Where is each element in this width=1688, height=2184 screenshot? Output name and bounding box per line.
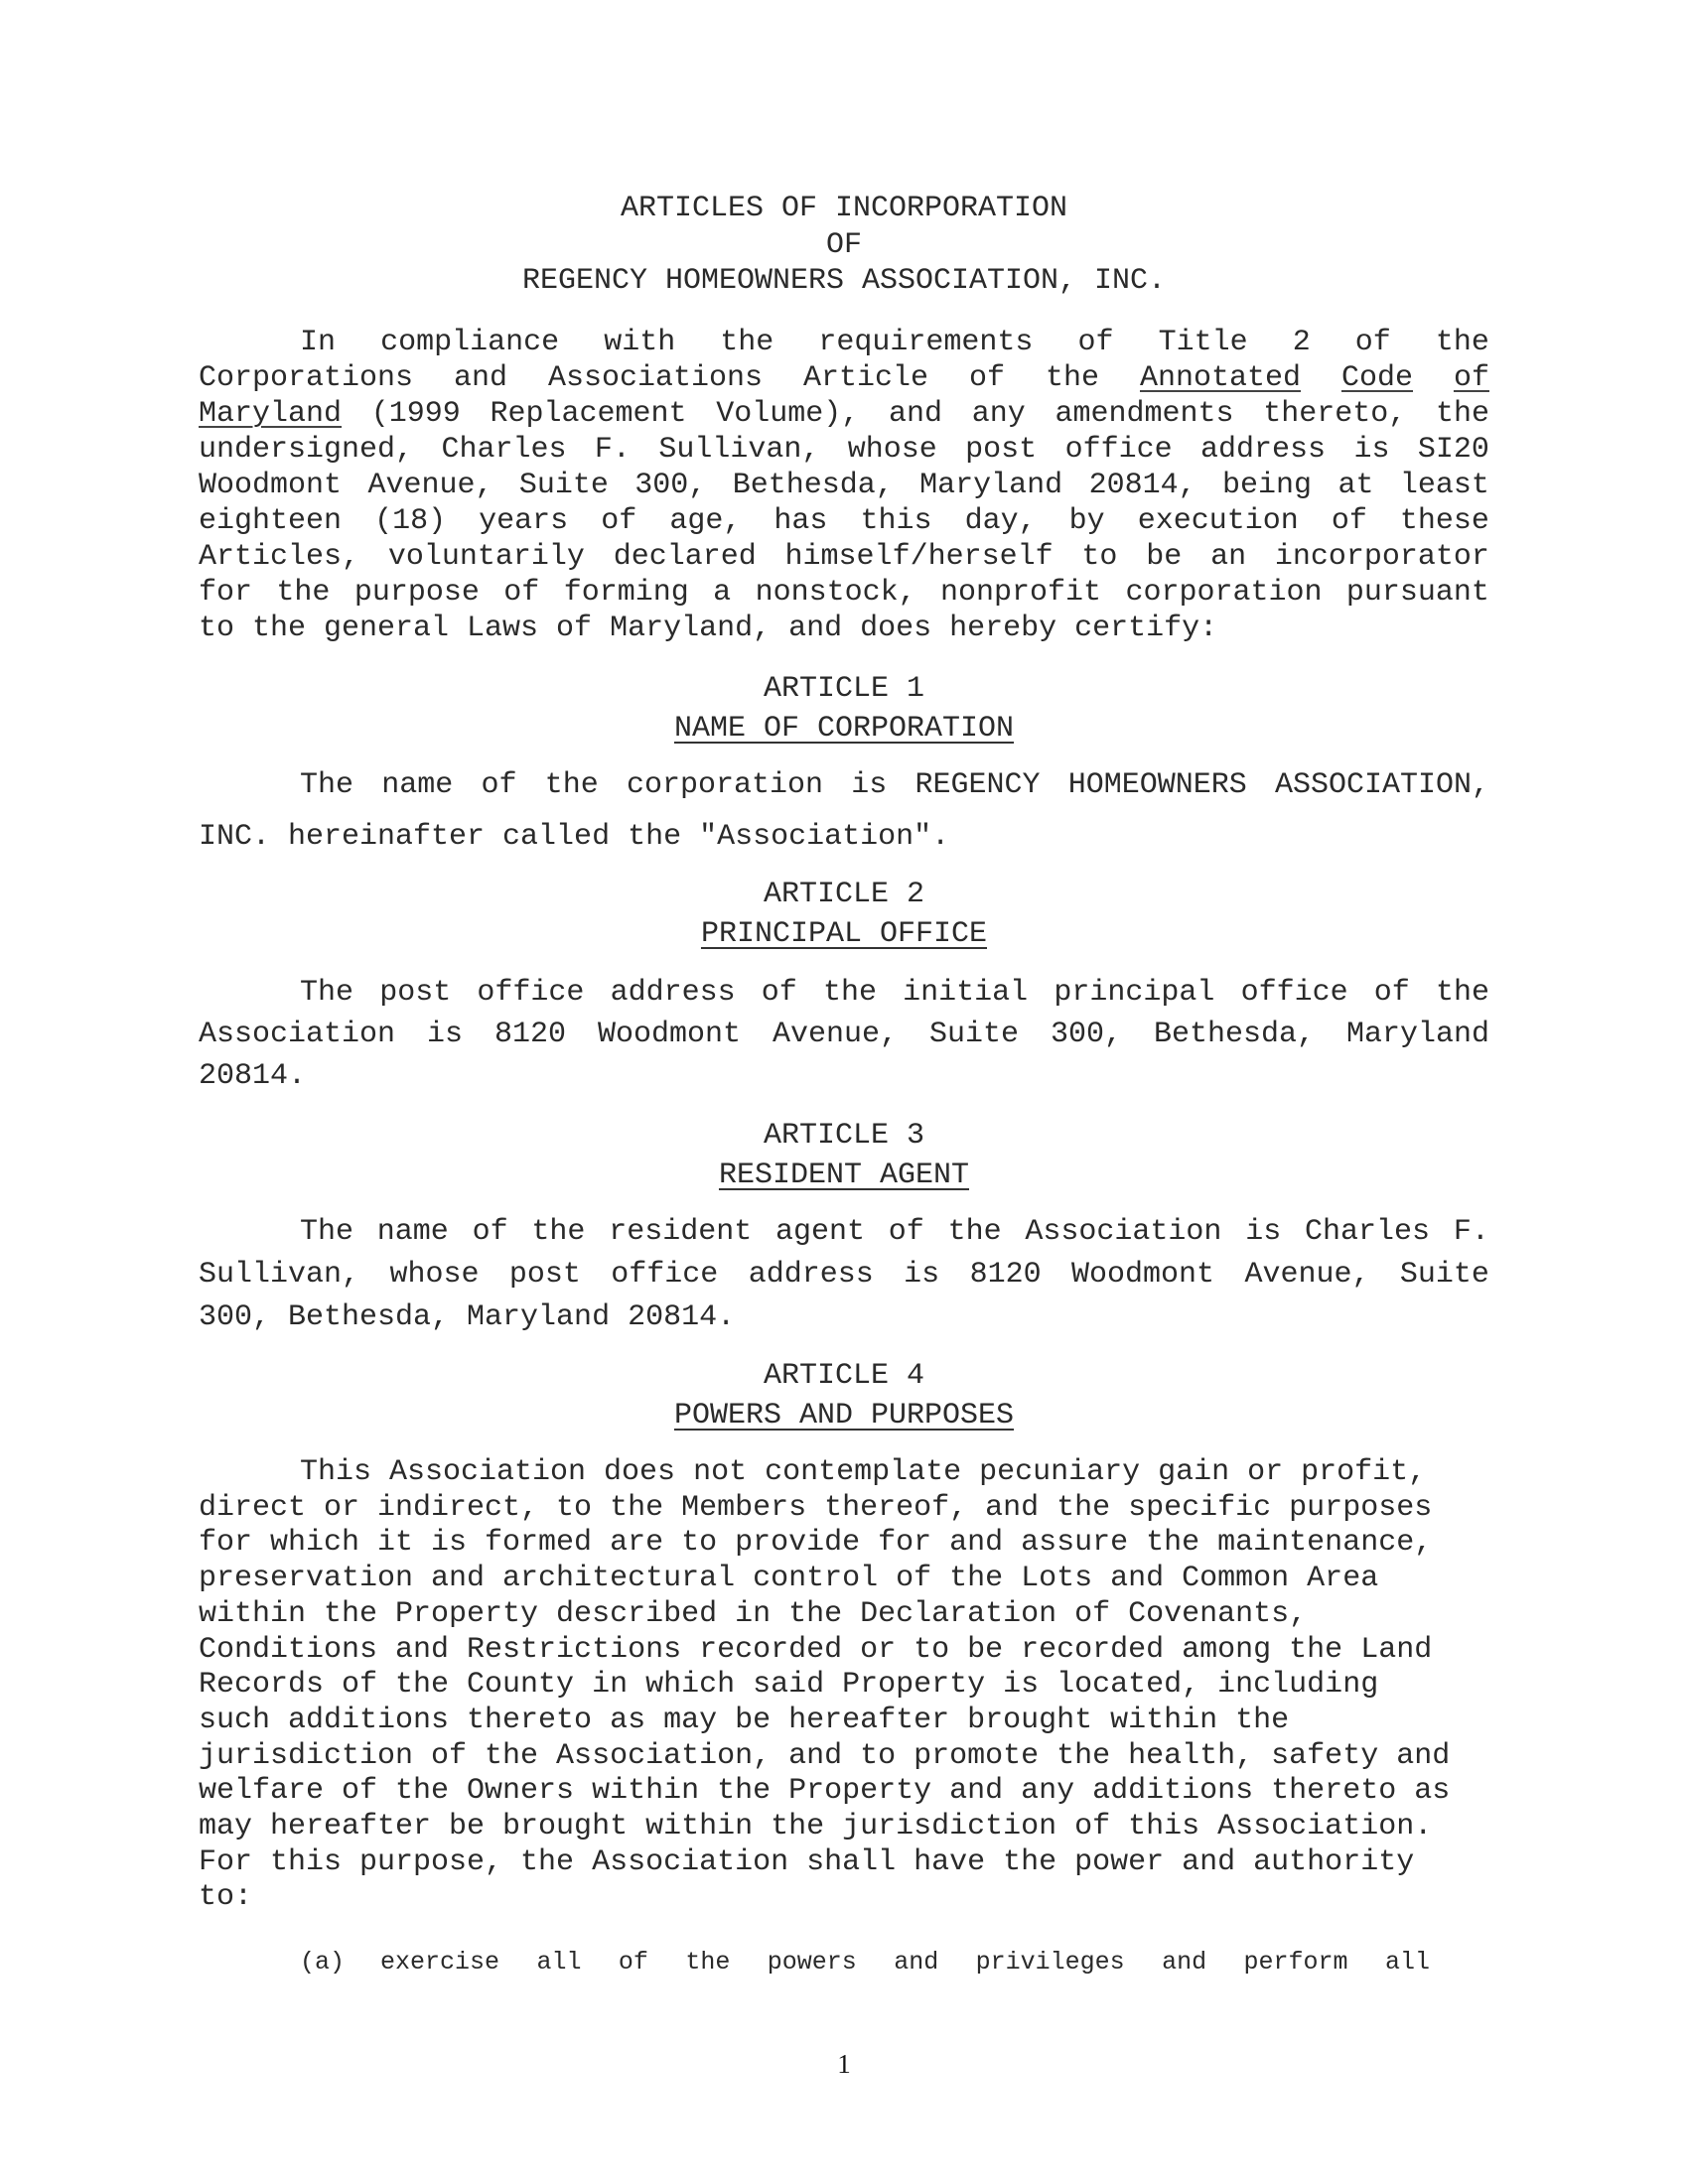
- word: at: [1337, 469, 1374, 502]
- word: F.: [594, 433, 631, 467]
- word: agent: [775, 1215, 866, 1249]
- word: declared: [613, 540, 757, 574]
- word: office: [611, 1258, 719, 1292]
- word: with: [604, 326, 676, 359]
- word: incorporator: [1274, 540, 1489, 574]
- word: office: [1240, 976, 1348, 1010]
- word: Avenue,: [1244, 1258, 1370, 1292]
- word: whose: [847, 433, 937, 467]
- word: and: [894, 1948, 939, 1977]
- word: has: [774, 504, 828, 538]
- word: Maryland: [199, 397, 343, 431]
- word: 8120: [969, 1258, 1042, 1292]
- document-title-of: OF: [825, 228, 862, 262]
- word: is: [1245, 1215, 1282, 1249]
- word: Maryland: [919, 469, 1063, 502]
- word: of: [888, 1215, 924, 1249]
- article-4-item-a: [300, 1948, 1430, 1976]
- article-1-heading: NAME OF CORPORATION: [673, 712, 1015, 746]
- line-text: INC. hereinafter called the "Association".: [199, 820, 950, 854]
- word: compliance: [380, 326, 560, 359]
- word: Replacement: [490, 397, 687, 431]
- word: post: [965, 433, 1038, 467]
- article-3-heading: RESIDENT AGENT: [718, 1159, 970, 1192]
- word: Associations: [548, 361, 764, 395]
- word: thereto,: [1263, 397, 1407, 431]
- word: and: [1162, 1948, 1207, 1977]
- word: of: [761, 976, 797, 1010]
- word: the: [1435, 976, 1489, 1010]
- word: corporation: [626, 768, 823, 802]
- word: forming: [563, 576, 689, 610]
- word: the: [822, 976, 877, 1010]
- line-text: for which it is formed are to provide for and assure the maintenance,: [199, 1526, 1433, 1561]
- item-text: [380, 1948, 1430, 1977]
- word: initial: [903, 976, 1029, 1010]
- word: Volume),: [716, 397, 860, 431]
- word: be: [1146, 540, 1183, 574]
- word: to: [1081, 540, 1118, 574]
- word: for: [199, 576, 253, 610]
- line-text: 300, Bethesda, Maryland 20814.: [199, 1300, 736, 1334]
- line-text: preservation and architectural control of the Lots and Common Area: [199, 1562, 1379, 1596]
- word: The: [300, 976, 354, 1010]
- line-text: may hereafter be brought within the jurisdiction of this Association.: [199, 1810, 1433, 1843]
- word: The: [300, 768, 354, 802]
- word: Association: [1025, 1215, 1222, 1249]
- word: 2: [1292, 326, 1311, 359]
- word: Sullivan,: [199, 1258, 360, 1292]
- word: any: [971, 397, 1026, 431]
- line-text: such additions thereto as may be hereafter brought within the: [199, 1703, 1290, 1737]
- word: undersigned,: [199, 433, 414, 467]
- word: by: [1068, 504, 1105, 538]
- word: Corporations: [199, 361, 414, 395]
- word: address: [1200, 433, 1327, 467]
- document-title-company: REGENCY HOMEOWNERS ASSOCIATION, INC.: [521, 264, 1167, 298]
- word: 300,: [634, 469, 707, 502]
- word: purpose: [353, 576, 480, 610]
- word: perform: [1243, 1948, 1348, 1977]
- word: post: [379, 976, 452, 1010]
- word: least: [1399, 469, 1489, 502]
- word: of: [472, 1215, 508, 1249]
- word: and: [889, 397, 943, 431]
- word: Sullivan,: [658, 433, 820, 467]
- word: of: [601, 504, 637, 538]
- document-title: ARTICLES OF INCORPORATION: [620, 192, 1068, 225]
- word: voluntarily: [387, 540, 585, 574]
- word: these: [1399, 504, 1489, 538]
- article-1-number: ARTICLE 1: [763, 672, 925, 706]
- word: eighteen: [199, 504, 343, 538]
- word: the: [276, 576, 331, 610]
- article-3-number: ARTICLE 3: [763, 1119, 925, 1153]
- word: day,: [964, 504, 1037, 538]
- word: an: [1210, 540, 1247, 574]
- word: name: [381, 768, 454, 802]
- word: the: [685, 1948, 731, 1977]
- word: a: [713, 576, 732, 610]
- word: requirements: [818, 326, 1034, 359]
- line-text: to the general Laws of Maryland, and does hereby certify:: [199, 612, 1218, 645]
- word: all: [1384, 1948, 1430, 1977]
- word: Charles: [441, 433, 567, 467]
- line-text: This Association does not contemplate pecuniary gain or profit,: [300, 1455, 1427, 1489]
- word: Suite: [928, 1018, 1019, 1051]
- word: all: [536, 1948, 582, 1977]
- word: is: [1353, 433, 1390, 467]
- word: (18): [374, 504, 447, 538]
- word: the: [720, 326, 774, 359]
- word: F.: [1453, 1215, 1489, 1249]
- word: the: [531, 1215, 586, 1249]
- word: age,: [669, 504, 742, 538]
- word: years: [479, 504, 569, 538]
- word: address: [748, 1258, 874, 1292]
- word: The: [300, 1215, 354, 1249]
- word: pursuant: [1345, 576, 1489, 610]
- word: HOMEOWNERS: [1067, 768, 1247, 802]
- word: 8120: [494, 1018, 567, 1051]
- word: (1999: [370, 397, 461, 431]
- word: of: [969, 361, 1006, 395]
- line-text: welfare of the Owners within the Property and any additions thereto as: [199, 1774, 1451, 1809]
- word: address: [610, 976, 736, 1010]
- word: Suite: [1399, 1258, 1489, 1292]
- word: ASSOCIATION,: [1274, 768, 1489, 802]
- word: office: [477, 976, 585, 1010]
- word: Articles,: [199, 540, 360, 574]
- word: Avenue,: [367, 469, 493, 502]
- word: the: [1435, 397, 1489, 431]
- word: privileges: [975, 1948, 1125, 1977]
- word: Bethesda,: [1153, 1018, 1315, 1051]
- line-text: to:: [199, 1880, 253, 1915]
- article-2-heading: PRINCIPAL OFFICE: [700, 917, 988, 951]
- item-marker: (a): [300, 1948, 346, 1977]
- word: Woodmont: [199, 469, 343, 502]
- word: office: [1064, 433, 1173, 467]
- word: Bethesda,: [732, 469, 894, 502]
- word: Title: [1158, 326, 1248, 359]
- word: execution: [1137, 504, 1299, 538]
- line-text: Records of the County in which said Property is located, including: [199, 1668, 1379, 1703]
- word: Article: [803, 361, 929, 395]
- word: nonstock,: [755, 576, 916, 610]
- word: of: [481, 768, 517, 802]
- word: is: [851, 768, 888, 802]
- word: and: [454, 361, 508, 395]
- word: Avenue,: [772, 1018, 899, 1051]
- word: is: [427, 1018, 464, 1051]
- word: exercise: [380, 1948, 500, 1977]
- word: powers: [767, 1948, 857, 1977]
- line-text: within the Property described in the Declaration of Covenants,: [199, 1596, 1308, 1631]
- word: of: [503, 576, 540, 610]
- word: the: [1435, 326, 1489, 359]
- article-4-number: ARTICLE 4: [763, 1359, 925, 1393]
- word: REGENCY: [914, 768, 1041, 802]
- word: of: [1354, 326, 1391, 359]
- word: Woodmont: [1071, 1258, 1215, 1292]
- word: of: [1373, 976, 1410, 1010]
- word: the: [947, 1215, 1002, 1249]
- word: of: [1453, 361, 1489, 395]
- line-text: direct or indirect, to the Members thereof, and the specific purposes: [199, 1490, 1433, 1525]
- word: nonprofit: [940, 576, 1102, 610]
- word: Woodmont: [597, 1018, 742, 1051]
- word: Code: [1340, 361, 1413, 395]
- word: Association: [199, 1018, 396, 1051]
- line-text: Conditions and Restrictions recorded or to be recorded among the Land: [199, 1632, 1433, 1667]
- word: principal: [1054, 976, 1215, 1010]
- line-text: 20814.: [199, 1059, 307, 1093]
- word: the: [544, 768, 599, 802]
- word: being: [1222, 469, 1313, 502]
- word: Annotated: [1139, 361, 1302, 395]
- word: resident: [609, 1215, 753, 1249]
- word: is: [904, 1258, 940, 1292]
- word: Maryland: [1345, 1018, 1489, 1051]
- line-text: jurisdiction of the Association, and to promote the health, safety and: [199, 1738, 1451, 1773]
- word: of: [1077, 326, 1114, 359]
- word: Suite: [518, 469, 609, 502]
- word: this: [860, 504, 932, 538]
- word: corporation: [1125, 576, 1323, 610]
- article-4-heading: POWERS AND PURPOSES: [673, 1399, 1015, 1433]
- word: 300,: [1050, 1018, 1122, 1051]
- word: name: [376, 1215, 449, 1249]
- word: amendments: [1055, 397, 1234, 431]
- word: Charles: [1305, 1215, 1431, 1249]
- word: 20814,: [1088, 469, 1196, 502]
- word: of: [1331, 504, 1367, 538]
- word: the: [1046, 361, 1100, 395]
- word: SI20: [1417, 433, 1489, 467]
- article-2-number: ARTICLE 2: [763, 878, 925, 911]
- page-number: 1: [837, 2049, 851, 2079]
- word: In: [300, 326, 337, 359]
- word: whose: [389, 1258, 480, 1292]
- word: post: [508, 1258, 581, 1292]
- line-text: For this purpose, the Association shall have the power and authority: [199, 1844, 1415, 1879]
- word: himself/herself: [784, 540, 1054, 574]
- word: of: [618, 1948, 648, 1977]
